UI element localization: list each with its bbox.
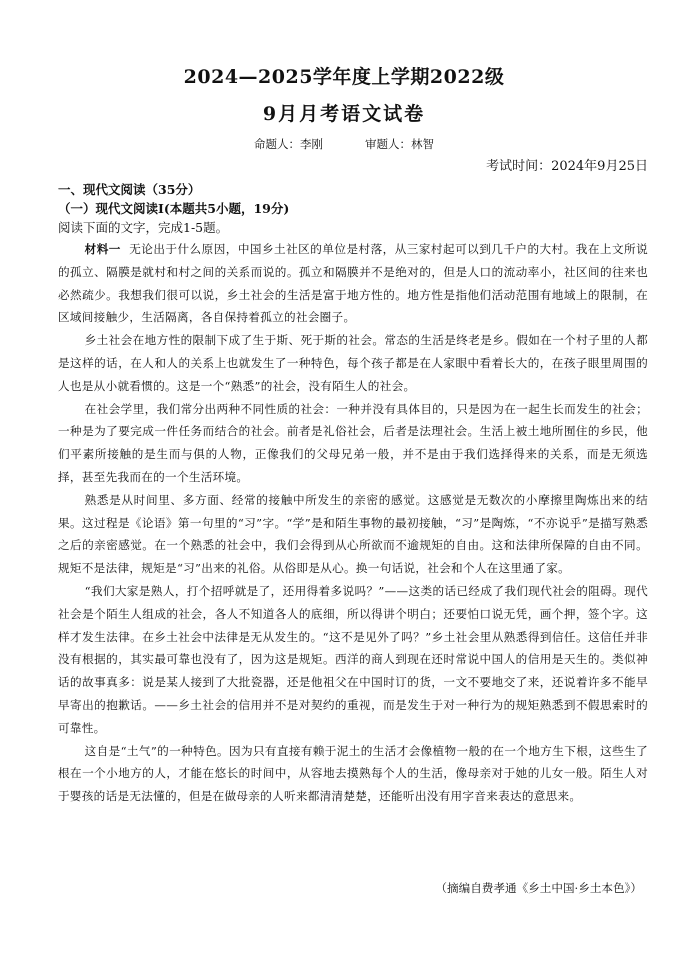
exam-subtitle: 9月月考语文试卷 [262,103,426,125]
passage-paragraph: 在社会学里，我们常分出两种不同性质的社会：一种并没有具体目的，只是因为在一起生长而发生的社会；一种是为了要完成一件任务而结合的社会。前者是礼俗社会，后者是法理社会。生活上被土地所囿住的乡民，他们平素所接触的是生而与俱的人物，正像我们的父母兄弟一般，并不是由于我们选择得来的关系，而是无须选择，甚至先我而在的一个生活环境。 [58,401,648,484]
subsection-heading: （一）现代文阅读I(本题共5小题，19分) [58,201,290,216]
material-label: 材料一 [84,242,121,256]
passage-paragraph: 乡土社会在地方性的限制下成了生于斯、死于斯的社会。常态的生活是终老是乡。假如在一个村子里的人都是这样的话，在人和人的关系上也就发生了一种特色，每个孩子都是在人家眼中看着长大的，在孩子眼里周围的人也是从小就看惯的。这是一个“熟悉”的社会，没有陌生人的社会。 [58,333,648,393]
passage-body [58,238,648,808]
passage-paragraph: 这自是“土气”的一种特色。因为只有直接有赖于泥土的生活才会像植物一般的在一个地方生下根，这些生了根在一个小地方的人，才能在悠长的时间中，从容地去摸熟每个人的生活，像母亲对于她的儿女一般。陌生人对于婴孩的话是无法懂的，但是在做母亲的人听来都清清楚楚，还能听出没有用字音来表达的意思来。 [58,743,648,804]
passage-paragraph: 材料一 无论出于什么原因，中国乡土社区的单位是村落，从三家村起可以到几千户的大村。我在上文所说的孤立、隔膜是就村和村之间的关系而说的。孤立和隔膜并不是绝对的，但是人口的流动率小，社区间的往来也必然疏少。我想我们很可以说，乡土社会的生活是富于地方性的。地方性是指他们活动范围有地域上的限制，在区域间接触少，生活隔离，各自保持着孤立的社会圈子。 [58,242,648,325]
authors-line [0,136,688,152]
reading-instruction: 阅读下面的文字，完成1-5题。 [58,220,229,235]
exam-time: 考试时间：2024年9月25日 [486,159,648,174]
reviewer: 审题人：林智 [365,137,434,151]
passage-paragraph: 熟悉是从时间里、多方面、经常的接触中所发生的亲密的感觉。这感觉是无数次的小摩擦里陶炼出来的结果。这过程是《论语》第一句里的“习”字。“学”是和陌生事物的最初接触，“习”是陶炼，“不亦说乎”是描写熟悉之后的亲密感觉。在一个熟悉的社会中，我们会得到从心所欲而不逾规矩的自由。这和法律所保障的自由不同。规矩不是法律，规矩是“习”出来的礼俗。从俗即是从心。换一句话说，社会和个人在这里通了家。 [58,492,648,576]
passage-source: （摘编自费孝通《乡土中国·乡土本色》） [435,881,642,895]
passage-paragraph: “我们大家是熟人，打个招呼就是了，还用得着多说吗？”——这类的话已经成了我们现代社会的阻碍。现代社会是个陌生人组成的社会，各人不知道各人的底细，所以得讲个明白；还要怕口说无凭，画个押，签个字。这样才发生法律。在乡土社会中法律是无从发生的。“这不是见外了吗？”乡土社会里从熟悉得到信任。这信任并非没有根据的，其实最可靠也没有了，因为这是规矩。西洋的商人到现在还时常说中国人的信用是天生的。类似神话的故事真多：说是某人接到了大批瓷器，还是他祖父在中国时订的货，一文不要地交了来，还说着许多不能早早寄出的抱歉话。——乡土社会的信用并不是对契约的重视，而是发生于对一种行为的规矩熟悉到不假思索时的可靠性。 [58,583,648,735]
section-heading: 一、现代文阅读（35分） [58,182,201,197]
setter: 命题人：李刚 [254,137,323,151]
exam-title: 2024—2025学年度上学期2022级 [183,66,505,88]
